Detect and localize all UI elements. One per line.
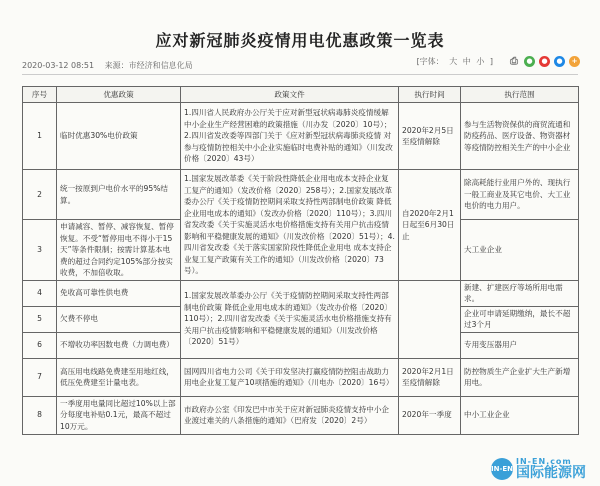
more-share-icon[interactable]: +	[569, 56, 580, 67]
table-row	[23, 396, 579, 434]
qq-icon[interactable]: ●	[554, 56, 565, 67]
wechat-icon[interactable]: ●	[524, 56, 535, 67]
policy-cell: 临时优惠30%电价政策	[57, 103, 181, 170]
font-large-button[interactable]: 大	[449, 57, 458, 66]
article-toolbar	[417, 56, 580, 67]
table-row	[23, 358, 579, 396]
policy-cell: 高压用电线路免费建至用地红线，低压免费建至计量电表。	[57, 358, 181, 396]
policy-cell: 统一按原到户电价水平的95%结算。	[57, 170, 181, 220]
row-number: 8	[23, 396, 57, 434]
watermark-en: IN-EN.com	[516, 457, 572, 466]
table-row	[23, 280, 579, 306]
docs-cell: 1.四川省人民政府办公厅关于应对新型冠状病毒肺炎疫情缓解中小企业生产经营困难的政策措施（川办发〔2020〕10号）；2.四川省发改委等四部门关于《应对新型冠状病毒肺炎疫情 对参与疫情防控相关中小企业实施临时电费补贴的通知》（川发改价格〔2020〕43号）	[181, 103, 399, 170]
font-medium-button[interactable]: 中	[462, 57, 471, 66]
table-row	[23, 170, 579, 220]
docs-cell: 1.国家发展改革委《关于阶段性降低企业用电成本支持企业复工复产的通知》（发改价格〔2020〕258号）；2.国家发展改革委办公厅《关于疫情防控期间采取支持性两部制电价政策 降低企业用电成本的通知》（发改办价格〔2020〕110号）；3.四川省发改委《关于实施灵活水电价格措施支持有关用户抗击疫情影响和平稳健康发展的通知》（川发改价格〔2020〕51号）；4.四川省发改委《关于落实国家阶段性降低企业用电 成本支持企业复工复产政策有关工作的通知》（川发改价格〔2020〕73号）。	[181, 170, 399, 281]
docs-cell: 市政府办公室《印发巴中市关于应对新冠肺炎疫情支持中小企业渡过难关的八条措施的通知》（巴府发〔2020〕2号）	[181, 396, 399, 434]
header-time: 执行时间	[399, 87, 461, 103]
site-watermark	[491, 458, 586, 480]
row-number: 2	[23, 170, 57, 220]
policy-cell: 不增收功率因数电费（力调电费）	[57, 332, 181, 358]
header-no: 序号	[23, 87, 57, 103]
header-scope: 执行范围	[461, 87, 579, 103]
header-policy: 优惠政策	[57, 87, 181, 103]
watermark-text	[516, 458, 586, 480]
scope-cell: 除高耗能行业用户外的、现执行一般工商业及其它电价、大工业电价的电力用户。	[461, 170, 579, 220]
time-cell: 2020年2月1日至疫情解除	[399, 358, 461, 396]
scope-cell: 新建、扩建医疗等场所用电需求。	[461, 280, 579, 306]
scope-cell: 中小工业企业	[461, 396, 579, 434]
article-meta	[22, 60, 201, 71]
policy-cell: 欠费不停电	[57, 306, 181, 332]
docs-cell: 国网四川省电力公司《关于印发坚决打赢疫情防控阻击战助力用电企业复工复产10项措施的通知》（川电办〔2020〕16号）	[181, 358, 399, 396]
row-number: 1	[23, 103, 57, 170]
time-cell: 2020年一季度	[399, 396, 461, 434]
font-size-close: ]	[489, 57, 493, 66]
font-size-switcher	[417, 56, 496, 67]
time-cell: 自2020年2月1日起至6月30日止	[399, 170, 461, 281]
policy-cell: 申请减容、暂停、减容恢复、暂停恢复。不受“暂停用电不得小于15天”等条件限制；按需计算基本电费的超过合同约定105%部分按实收费，不加倍收取。	[57, 220, 181, 281]
scope-cell: 大工业企业	[461, 220, 579, 281]
weibo-icon[interactable]: ●	[539, 56, 550, 67]
policy-cell: 免收高可靠性供电费	[57, 280, 181, 306]
header-divider	[22, 74, 578, 75]
scope-cell: 企业可申请延期缴纳，最长不超过3个月	[461, 306, 579, 332]
header-docs: 政策文件	[181, 87, 399, 103]
watermark-cn: 国际能源网	[516, 465, 586, 481]
page-title: 应对新冠肺炎疫情用电优惠政策一览表	[155, 31, 445, 50]
table-row	[23, 103, 579, 170]
table-header-row	[23, 87, 579, 103]
scope-cell: 防控物质生产企业扩大生产新增用电。	[461, 358, 579, 396]
publish-date: 2020-03-12 08:51	[22, 61, 95, 70]
font-small-button[interactable]: 小	[476, 57, 485, 66]
docs-cell: 1.国家发展改革委办公厅《关于疫情防控期间采取支持性两部制电价政策 降低企业用电成本的通知》（发改办价格〔2020〕110号）；2.四川省发改委《关于实施灵活水电价格措施支持有关用户抗击疫情影响和平稳健康发展的通知》（川发改价格〔2020〕51号）	[181, 280, 399, 358]
row-number: 4	[23, 280, 57, 306]
policy-table	[22, 86, 579, 435]
time-cell	[399, 280, 461, 358]
font-size-label: [字体：	[416, 57, 444, 66]
row-number: 6	[23, 332, 57, 358]
row-number: 3	[23, 220, 57, 281]
scope-cell: 参与生活物资保供的商贸流通和防疫药品、医疗设备、物资器材等疫情防控相关生产的中小企业	[461, 103, 579, 170]
scope-cell: 专用变压器用户	[461, 332, 579, 358]
watermark-logo-icon: IN-EN	[491, 458, 513, 480]
time-cell: 2020年2月5日至疫情解除	[399, 103, 461, 170]
article-source: 来源：市经济和信息化局	[104, 61, 193, 70]
row-number: 7	[23, 358, 57, 396]
policy-cell: 一季度用电量同比超过10%以上部分每度电补贴0.1元，最高不超过10万元。	[57, 396, 181, 434]
row-number: 5	[23, 306, 57, 332]
print-icon[interactable]: ⎙	[510, 56, 518, 67]
